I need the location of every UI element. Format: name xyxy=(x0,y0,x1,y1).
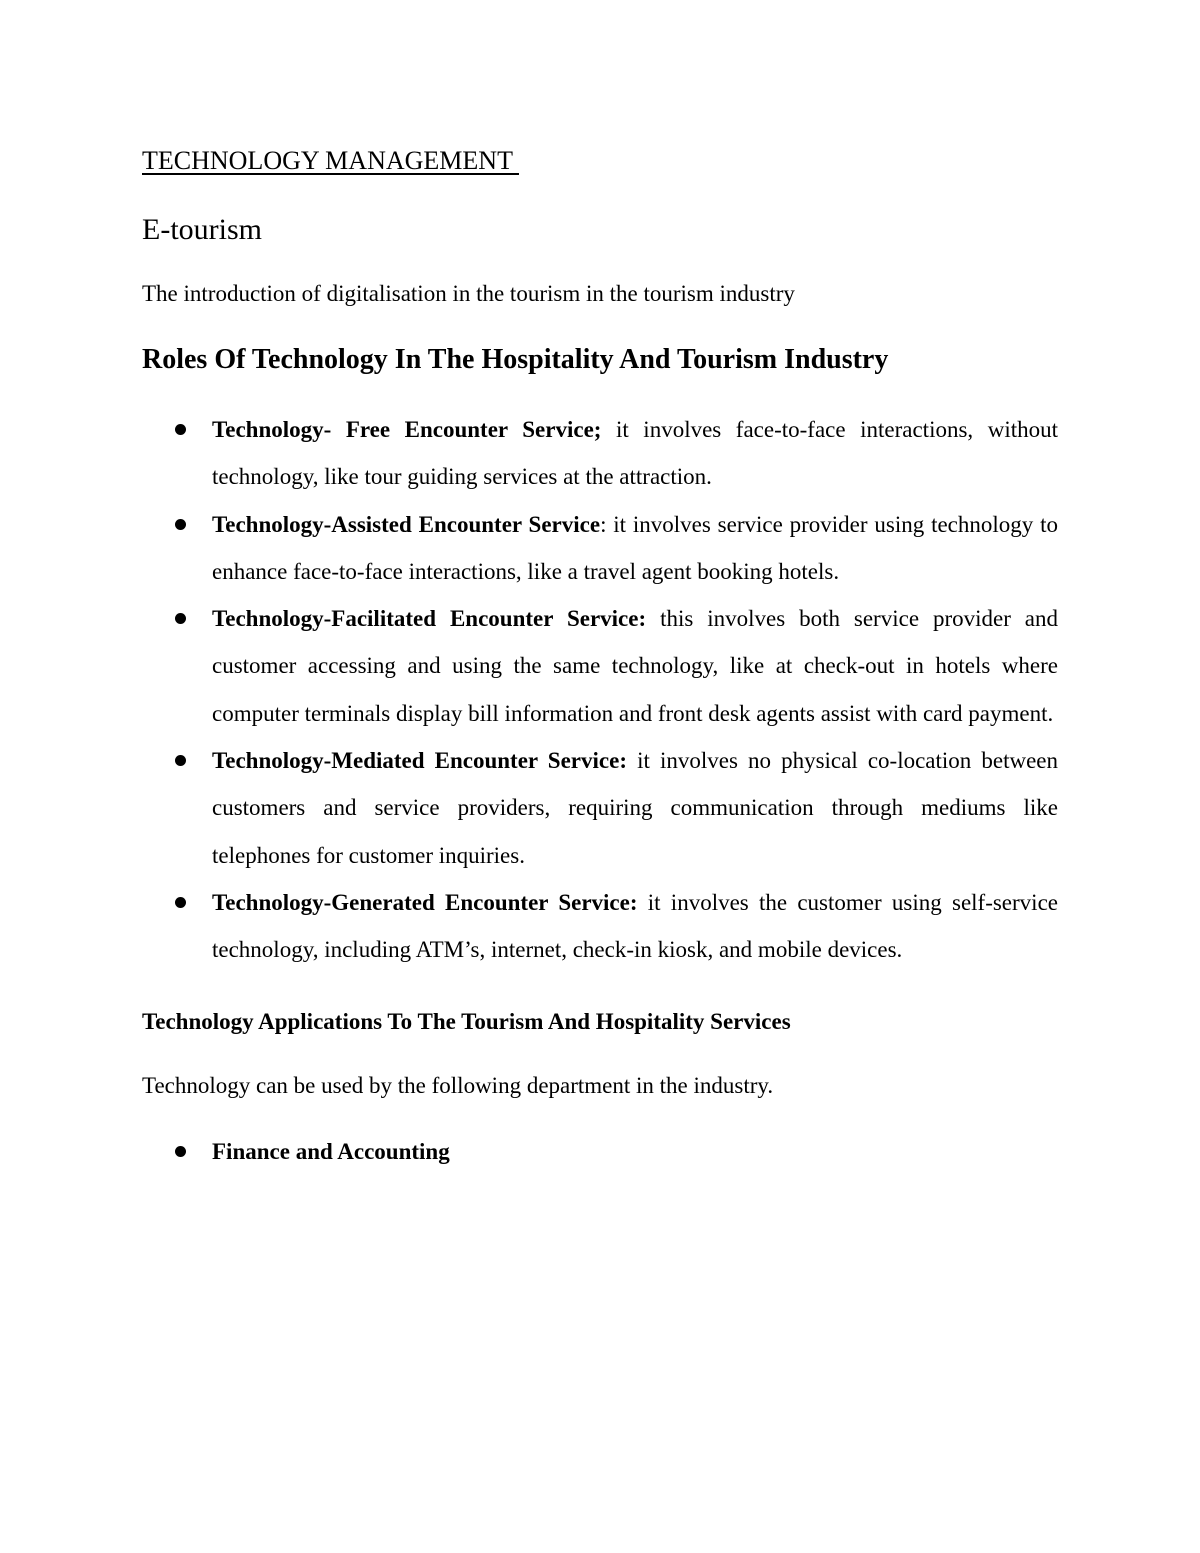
bullet-icon xyxy=(175,519,186,530)
roles-list-item xyxy=(142,406,1058,501)
role-term: Technology-Assisted Encounter Service xyxy=(212,511,601,537)
roles-heading: Roles Of Technology In The Hospitality And Tourism Industry xyxy=(142,344,889,375)
role-description: it involves face-to-face interactions, without technology, like tour guiding services at the attraction. xyxy=(212,417,1058,490)
bullet-icon xyxy=(175,1146,186,1157)
applications-intro: Technology can be used by the following department in the industry. xyxy=(142,1072,774,1098)
roles-list-item xyxy=(142,737,1058,879)
role-term: Technology-Mediated Encounter Service: xyxy=(212,748,627,774)
role-term: Technology-Generated Encounter Service: xyxy=(212,889,638,915)
role-description: this involves both service provider and customer accessing and using the same technology, like at check-out in hotels where computer terminals display bill information and front desk agents assist with card payment. xyxy=(212,606,1058,726)
role-description: it involves the customer using self-service technology, including ATM’s, internet, check-in kiosk, and mobile devices. xyxy=(212,889,1058,963)
document-title: TECHNOLOGY MANAGEMENT xyxy=(142,146,519,175)
roles-list xyxy=(142,406,1058,974)
roles-list-item xyxy=(142,879,1058,974)
intro-paragraph: The introduction of digitalisation in the tourism in the tourism industry xyxy=(142,281,795,306)
department-label: Finance and Accounting xyxy=(212,1138,450,1164)
role-term: Technology- Free Encounter Service; xyxy=(212,417,602,442)
roles-list-item xyxy=(142,595,1058,737)
role-description: : it involves service provider using technology to enhance face-to-face interactions, like a travel agent booking hotels. xyxy=(212,511,1058,584)
document-body xyxy=(142,143,1058,1175)
role-description: it involves no physical co-location between customers and service providers, requiring communication through mediums like telephones for customer inquiries. xyxy=(212,748,1058,868)
bullet-icon xyxy=(175,897,186,908)
document-subtitle: E-tourism xyxy=(142,213,262,246)
bullet-icon xyxy=(175,755,186,766)
bullet-icon xyxy=(175,613,186,624)
departments-list xyxy=(142,1128,1058,1175)
bullet-icon xyxy=(175,424,186,435)
applications-heading: Technology Applications To The Tourism And Hospitality Services xyxy=(142,1008,791,1034)
department-list-item xyxy=(142,1128,1058,1175)
role-term: Technology-Facilitated Encounter Service: xyxy=(212,606,647,632)
roles-list-item xyxy=(142,501,1058,596)
